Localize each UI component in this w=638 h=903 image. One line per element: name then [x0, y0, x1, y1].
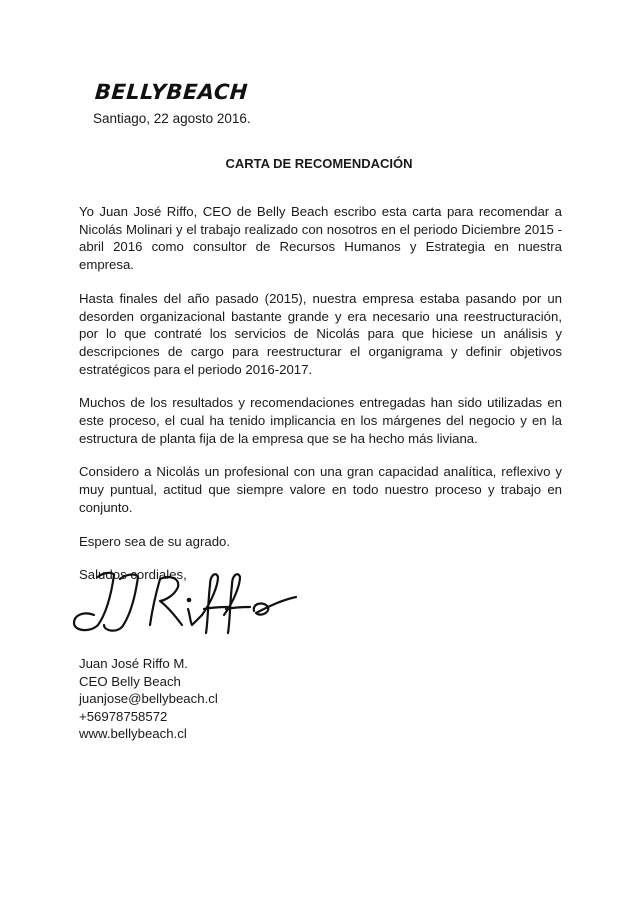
paragraph-salutation: Saludos cordiales, [79, 567, 187, 583]
signatory-contact-block [79, 655, 218, 743]
paragraph-context: Hasta finales del año pasado (2015), nuestra empresa estaba pasando por un desorden organizacional bastante grande y era necesario una reestructuración, por lo que contraté los servicios de Nicolás para que hiciese un análisis y descripciones de cargo para reestructurar el organigrama y definir objetivos estratégicos para el periodo 2016-2017. [79, 290, 562, 377]
letter-title: CARTA DE RECOMENDACIÓN [225, 156, 413, 171]
signatory-phone: +56978758572 [79, 708, 168, 724]
paragraph-results: Muchos de los resultados y recomendaciones entregadas han sido utilizadas en este proceso, el cual ha tenido implicancia en los márgenes del negocio y en la estructura de planta fija de la empresa que se ha hecho más liviana. [79, 395, 562, 446]
signatory-name: Juan José Riffo M. [79, 656, 188, 671]
letter-body [79, 203, 562, 600]
signatory-role: CEO Belly Beach [79, 673, 181, 689]
letter-date: Santiago, 22 agosto 2016. [93, 111, 251, 126]
handwritten-signature [68, 567, 300, 637]
paragraph-intro: Yo Juan José Riffo, CEO de Belly Beach escribo esta carta para recomendar a Nicolás Molinari y el trabajo realizado con nosotros en el periodo Diciembre 2015 - abril 2016 como consultor de Recursos Humanos y Estrategia en nuestra empresa. [79, 204, 562, 273]
signatory-website: www.bellybeach.cl [79, 726, 187, 741]
signatory-email: juanjose@bellybeach.cl [79, 691, 218, 706]
paragraph-assessment: Considero a Nicolás un profesional con una gran capacidad analítica, reflexivo y muy puntual, actitud que siempre valore en todo nuestro proceso y trabajo en conjunto. [79, 464, 562, 515]
paragraph-closing: Espero sea de su agrado. [79, 533, 231, 549]
company-logo: BELLYBEACH [94, 80, 249, 104]
